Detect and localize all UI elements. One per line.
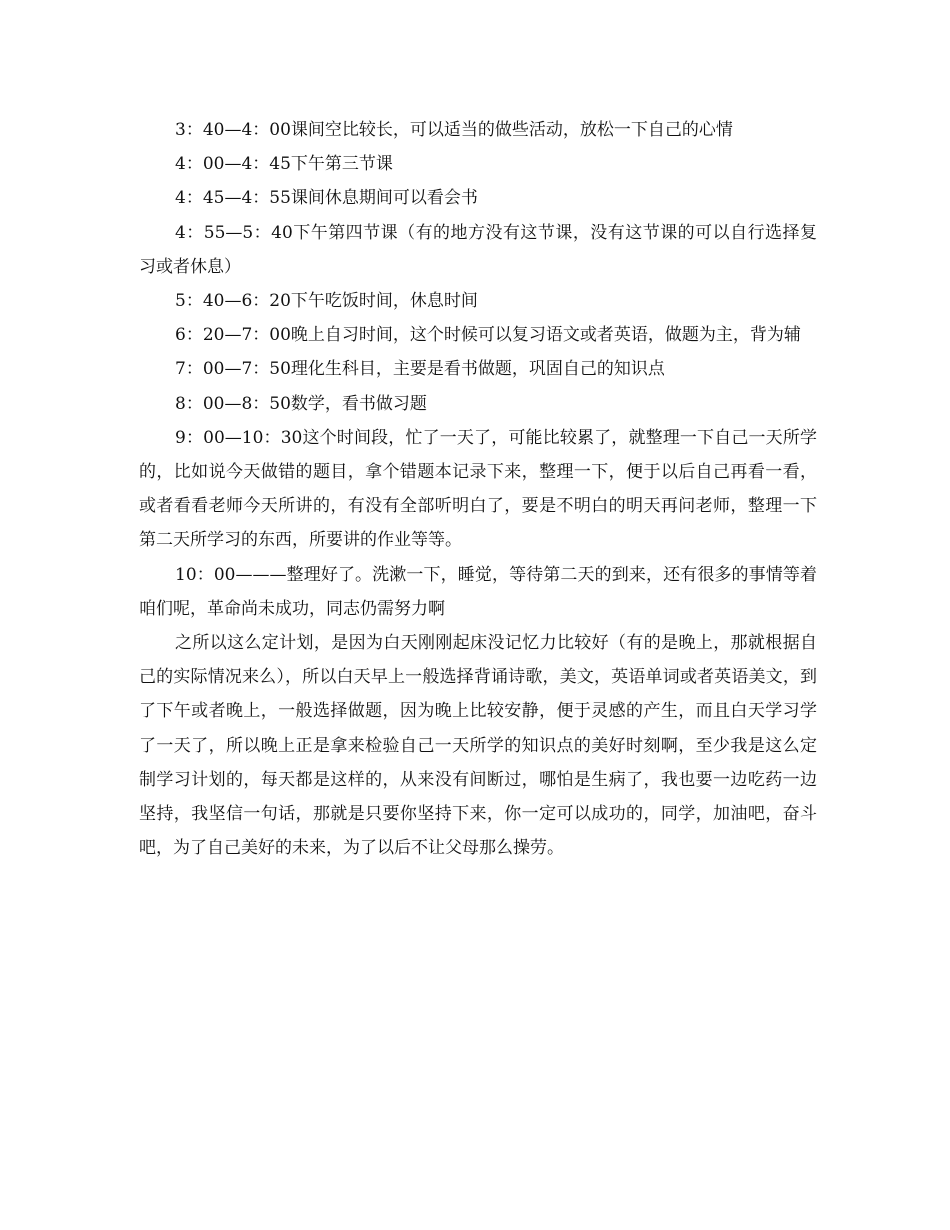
- document-body: [139, 113, 817, 865]
- paragraph-schedule-2100: 9：00—10：30这个时间段，忙了一天了，可能比较累了，就整理一下自己一天所学的，比如说今天做错的题目，拿个错题本记录下来，整理一下，便于以后自己再看一看，或者看看老师今天所讲的，有没有全部听明白了，要是不明白的明天再问老师，整理一下第二天所学习的东西，所要讲的作业等等。: [139, 427, 817, 551]
- paragraph-schedule-1655: 4：55—5：40下午第四节课（有的地方没有这节课，没有这节课的可以自行选择复习或者休息）: [139, 222, 817, 277]
- paragraph-schedule-2200: 10：00———整理好了。洗漱一下，睡觉，等待第二天的到来，还有很多的事情等着咱们呢，革命尚未成功，同志仍需努力啊: [139, 564, 817, 619]
- paragraph-conclusion: 之所以这么定计划，是因为白天刚刚起床没记忆力比较好（有的是晚上，那就根据自己的实际情况来么），所以白天早上一般选择背诵诗歌，美文，英语单词或者英语美文，到了下午或者晚上，一般选择做题，因为晚上比较安静，便于灵感的产生，而且白天学习学了一天了，所以晚上正是拿来检验自己一天所学的知识点的美好时刻啊，至少我是这么定制学习计划的，每天都是这样的，从来没有间断过，哪怕是生病了，我也要一边吃药一边坚持，我坚信一句话，那就是只要你坚持下来，你一定可以成功的，同学，加油吧，奋斗吧，为了自己美好的未来，为了以后不让父母那么操劳。: [139, 633, 817, 859]
- paragraph-schedule-1600: 4：00—4：45下午第三节课: [175, 154, 393, 175]
- paragraph-schedule-1540: 3：40—4：00课间空比较长，可以适当的做些活动，放松一下自己的心情: [175, 120, 733, 140]
- paragraph-schedule-1645: 4：45—4：55课间休息期间可以看会书: [175, 188, 478, 209]
- paragraph-schedule-1900: 7：00—7：50理化生科目，主要是看书做题，巩固自己的知识点: [175, 359, 665, 380]
- paragraph-schedule-1740: 5：40—6：20下午吃饭时间，休息时间: [175, 291, 478, 312]
- paragraph-schedule-1820: 6：20—7：00晚上自习时间，这个时候可以复习语文或者英语，做题为主，背为辅: [175, 325, 801, 346]
- paragraph-schedule-2000: 8：00—8：50数学，看书做习题: [175, 393, 427, 414]
